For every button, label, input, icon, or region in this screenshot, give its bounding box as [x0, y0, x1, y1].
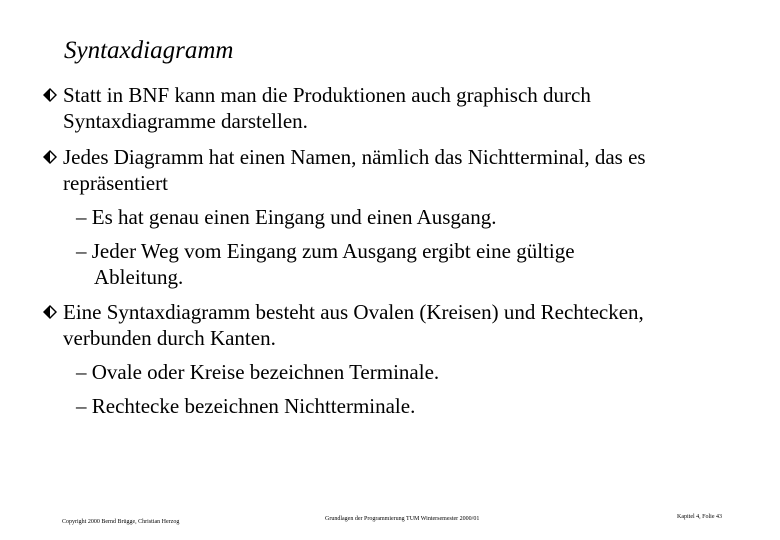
bullet-3-sub-2-line-1: – Rechtecke bezeichnen Nichtterminale.: [76, 394, 416, 418]
footer-course: Grundlagen der Programmierung TUM Wintersemester 2000/01: [325, 516, 480, 522]
slide-title: Syntaxdiagramm: [64, 37, 234, 64]
bullet-2-sub-1-line-1: – Es hat genau einen Eingang und einen Ausgang.: [76, 205, 497, 229]
diamond-bullet-icon: [42, 304, 58, 320]
diamond-bullet-icon: [42, 149, 58, 165]
bullet-2-sub-2-line-2: Ableitung.: [94, 265, 184, 289]
bullet-1-line-2: Syntaxdiagramme darstellen.: [63, 109, 308, 133]
footer-copyright: Copyright 2000 Bernd Brügge, Christian Herzog: [62, 519, 180, 525]
bullet-3-line-1: Eine Syntaxdiagramm besteht aus Ovalen (Kreisen) und Rechtecken,: [63, 300, 644, 324]
bullet-2-sub-2-line-1: – Jeder Weg vom Eingang zum Ausgang ergibt eine gültige: [76, 239, 575, 263]
diamond-bullet-icon: [42, 87, 58, 103]
footer-slide-number: Kapitel 4, Folie 43: [677, 514, 722, 520]
bullet-2-line-1: Jedes Diagramm hat einen Namen, nämlich das Nichtterminal, das es: [63, 145, 646, 169]
bullet-1-line-1: Statt in BNF kann man die Produktionen auch graphisch durch: [63, 83, 591, 107]
bullet-2-line-2: repräsentiert: [63, 171, 168, 195]
bullet-3-line-2: verbunden durch Kanten.: [63, 326, 276, 350]
bullet-3-sub-1-line-1: – Ovale oder Kreise bezeichnen Terminale.: [76, 360, 440, 384]
